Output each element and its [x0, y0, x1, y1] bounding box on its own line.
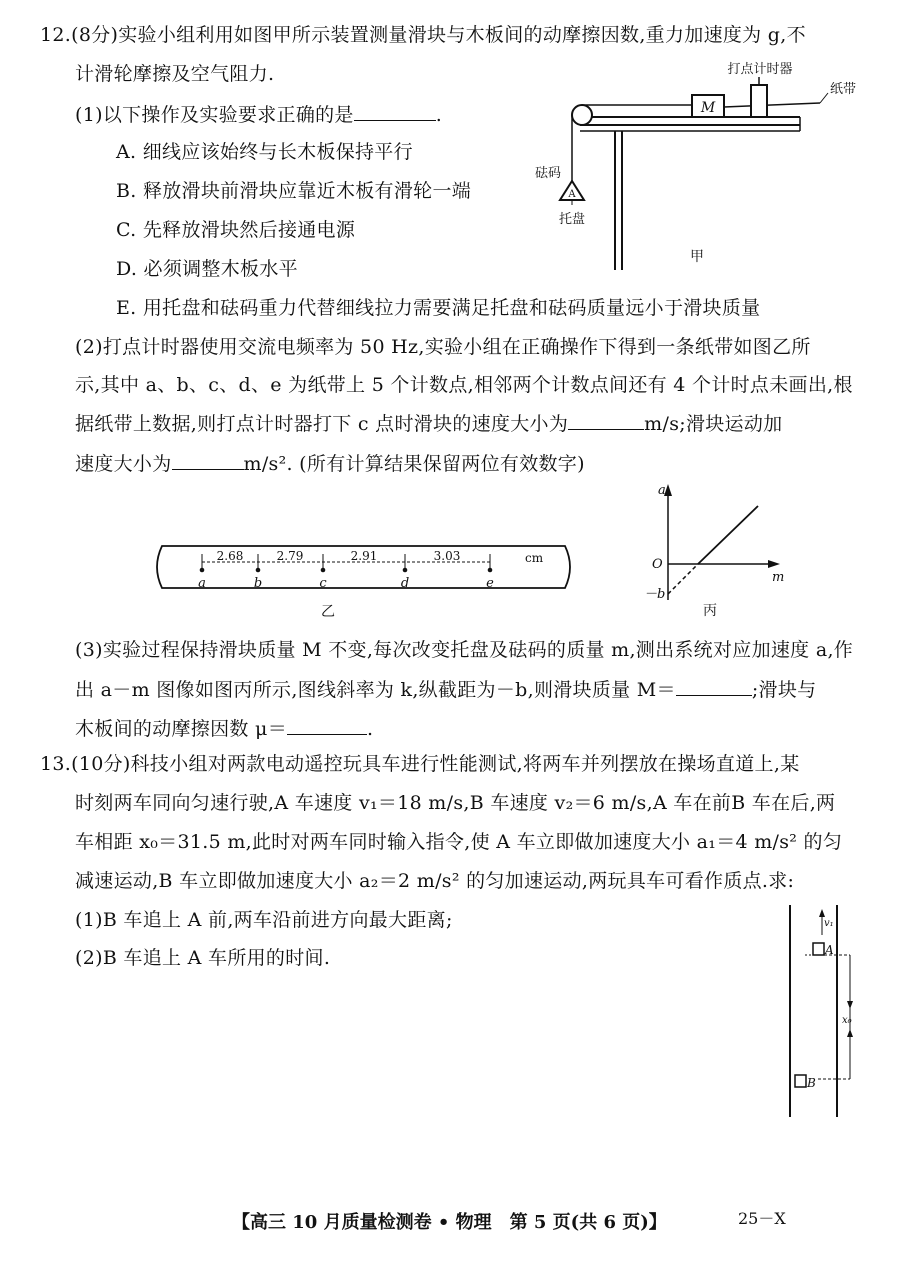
- point-e: e: [486, 576, 494, 591]
- q12-mass-answer-blank[interactable]: [676, 677, 752, 696]
- timer-label: 打点计时器: [727, 62, 793, 77]
- graph-y-axis: a: [658, 483, 666, 498]
- q12-part3-line2-suffix: ;滑块与: [751, 679, 817, 701]
- q12-part1-answer-blank[interactable]: [354, 102, 436, 121]
- figure-jia-caption: 甲: [690, 249, 704, 265]
- q13-stem-line3: 车相距 x₀＝31.5 m,此时对两车同时输入指令,使 A 车立即做加速度大小 a₁＝4 m/s² 的匀: [75, 831, 843, 853]
- tape-label: 纸带: [830, 82, 857, 97]
- q12-part3-line3-suffix: .: [367, 718, 374, 740]
- q12-option-b: B. 释放滑块前滑块应靠近木板有滑轮一端: [116, 180, 472, 202]
- car-a-label: A: [825, 943, 834, 957]
- q12-option-c: C. 先释放滑块然后接通电源: [116, 219, 356, 241]
- figure-cars-track: [780, 905, 860, 1120]
- car-a-icon: [813, 943, 824, 955]
- segment-ab: 2.68: [216, 549, 244, 563]
- page-footer: 【高三 10 月质量检测卷 • 物理 第 5 页(共 6 页)】: [232, 1212, 667, 1233]
- q12-acceleration-answer-blank[interactable]: [172, 451, 244, 470]
- point-a: a: [198, 576, 206, 591]
- point-c: c: [319, 576, 327, 591]
- segment-bc: 2.79: [276, 549, 304, 563]
- q12-option-e: E. 用托盘和砝码重力代替细线拉力需要满足托盘和砝码质量远小于滑块质量: [116, 297, 761, 319]
- segment-cd: 2.91: [350, 549, 378, 563]
- point-d: d: [400, 576, 410, 591]
- q12-option-d: D. 必须调整木板水平: [116, 258, 298, 280]
- q13-part2: (2)B 车追上 A 车所用的时间.: [75, 947, 331, 969]
- q13-part1: (1)B 车追上 A 前,两车沿前进方向最大距离;: [75, 909, 453, 931]
- q12-part1-prefix: (1)以下操作及实验要求正确的是: [75, 104, 354, 126]
- q12-part2-line2: 示,其中 a、b、c、d、e 为纸带上 5 个计数点,相邻两个计数点间还有 4 个计时点未画出,根: [75, 374, 853, 396]
- q12-part2-line4-suffix: m/s². (所有计算结果保留两位有效数字): [243, 453, 585, 475]
- q12-velocity-answer-blank[interactable]: [568, 411, 644, 430]
- timer-icon: [751, 85, 767, 117]
- figure-bing-graph: [640, 478, 790, 618]
- q12-part2-line3: [75, 411, 782, 436]
- q12-stem-line1: 12.(8分)实验小组利用如图甲所示装置测量滑块与木板间的动摩擦因数,重力加速度为 g,不: [40, 24, 806, 46]
- car-a-velocity: v₁: [824, 918, 834, 929]
- graph-x-axis: m: [772, 570, 785, 585]
- q12-stem-line2: 计滑轮摩擦及空气阻力.: [75, 63, 275, 85]
- q12-part2-line1: (2)打点计时器使用交流电频率为 50 Hz,实验小组在正确操作下得到一条纸带如图乙所: [75, 336, 811, 358]
- segment-de: 3.03: [433, 549, 461, 563]
- graph-origin: O: [652, 557, 663, 572]
- q13-stem-line1: 13.(10分)科技小组对两款电动遥控玩具车进行性能测试,将两车并列摆放在操场直道上,某: [40, 753, 800, 775]
- q12-part2-line3-suffix: m/s;滑块运动加: [644, 413, 783, 435]
- weight-label: 砝码: [534, 166, 562, 181]
- q12-part1-suffix: .: [435, 104, 443, 126]
- q12-part2-line4: [75, 451, 585, 476]
- block-m-label: M: [700, 100, 716, 116]
- q12-part3-line2: [75, 677, 816, 702]
- point-b: b: [253, 576, 263, 591]
- q13-stem-line2: 时刻两车同向匀速行驶,A 车速度 v₁＝18 m/s,B 车速度 v₂＝6 m/s,A 车在前B 车在后,两: [75, 792, 836, 814]
- car-b-label: B: [807, 1076, 816, 1090]
- q12-part3-line3: [75, 716, 373, 741]
- q12-part2-line3-prefix: 据纸带上数据,则打点计时器打下 c 点时滑块的速度大小为: [75, 413, 569, 435]
- figure-yi-tape: [150, 540, 580, 622]
- pulley-icon: [572, 105, 592, 125]
- graph-intercept: －b: [644, 587, 666, 602]
- q12-part3-line3-prefix: 木板间的动摩擦因数 μ＝: [75, 718, 287, 740]
- q12-part2-line4-prefix: 速度大小为: [75, 453, 172, 475]
- distance-x0: x₀: [842, 1015, 852, 1026]
- q12-part3-line1: (3)实验过程保持滑块质量 M 不变,每次改变托盘及砝码的质量 m,测出系统对应加速度 a,作: [75, 639, 854, 661]
- svg-text:A: A: [568, 189, 576, 200]
- figure-jia-apparatus: [520, 55, 880, 270]
- q12-part3-line2-prefix: 出 a－m 图像如图丙所示,图线斜率为 k,纵截距为－b,则滑块质量 M＝: [75, 679, 676, 701]
- graph-line: [698, 506, 758, 564]
- figure-bing-caption: 丙: [703, 603, 717, 619]
- q13-stem-line4: 减速运动,B 车立即做加速度大小 a₂＝2 m/s² 的匀加速运动,两玩具车可看作质点.求:: [75, 870, 795, 892]
- paper-code: 25－X: [738, 1209, 786, 1228]
- q12-part1: [75, 102, 442, 127]
- figure-yi-caption: 乙: [321, 604, 335, 620]
- tape-unit: cm: [525, 551, 544, 565]
- q12-friction-answer-blank[interactable]: [287, 716, 367, 735]
- car-b-icon: [795, 1075, 806, 1087]
- tray-label: 托盘: [558, 212, 586, 227]
- q12-option-a: A. 细线应该始终与长木板保持平行: [116, 141, 413, 163]
